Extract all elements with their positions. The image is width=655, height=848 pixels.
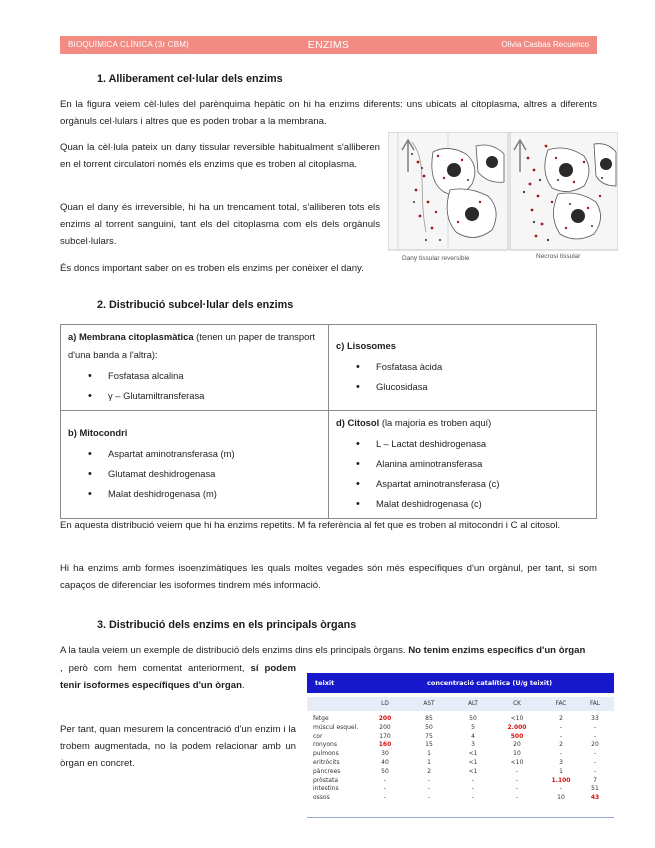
table-row xyxy=(307,768,614,777)
table-bottom-rule xyxy=(307,817,614,818)
concentration-value: - xyxy=(559,750,563,758)
figure-caption-necrosis: Necrosi tissular xyxy=(536,253,581,260)
list-item: • Alanina aminotransferasa xyxy=(336,454,589,474)
header-author: Olivia Casbas Recuenco xyxy=(501,40,589,49)
membrane-title: a) Membrana citoplasmàtica xyxy=(68,331,194,342)
tissue-name: ossos xyxy=(313,794,330,802)
cytosol-cell xyxy=(329,411,597,519)
concentration-value: 33 xyxy=(591,715,599,722)
concentration-value: - xyxy=(515,785,519,793)
concentration-value: 1 xyxy=(427,750,431,758)
table-row xyxy=(307,759,614,768)
tissue-name: pròstata xyxy=(313,776,338,784)
table-row xyxy=(307,750,614,759)
concentration-value: - xyxy=(593,767,597,775)
page-header xyxy=(60,36,597,54)
table-row xyxy=(307,741,614,750)
concentration-value: 3 xyxy=(471,741,475,749)
concentration-value: - xyxy=(383,776,387,784)
section3-p1-mid: , però com hem comentat anteriorment, xyxy=(60,663,251,674)
tissue-name: pulmons xyxy=(313,750,339,758)
concentration-value: 1 xyxy=(427,758,431,766)
section3-p1-bold2: sí podem tenir isoformes específiques d'un òrgan xyxy=(60,663,296,691)
concentration-value: <1 xyxy=(468,767,478,775)
enzyme-table-header xyxy=(307,673,614,693)
column-header: AST xyxy=(423,701,435,707)
list-item: • Glucosidasa xyxy=(336,377,589,397)
concentration-value: 50 xyxy=(469,715,477,722)
concentration-value: 1 xyxy=(559,767,563,775)
concentration-value: 170 xyxy=(379,732,391,740)
concentration-value: 43 xyxy=(590,794,600,802)
membrane-enzyme-list xyxy=(68,366,321,406)
header-concentration: concentració catalítica (U/g teixit) xyxy=(427,679,553,687)
tissue-name: pàncrees xyxy=(313,767,341,775)
concentration-value: - xyxy=(515,767,519,775)
concentration-value: 2 xyxy=(427,767,431,775)
enzyme-concentration-table xyxy=(307,673,614,821)
enzyme-column-headers xyxy=(307,697,614,711)
section1-title: 1. Alliberament cel·lular dels enzims xyxy=(97,73,283,85)
cytosol-note: (la majoria es troben aquí) xyxy=(379,417,492,428)
table-row xyxy=(307,785,614,794)
concentration-value: - xyxy=(427,794,431,802)
section3-title: 3. Distribució dels enzims en els principals òrgans xyxy=(97,619,357,631)
mitochondria-enzyme-list xyxy=(68,444,321,504)
header-tissue: teixit xyxy=(315,679,335,687)
concentration-value: 20 xyxy=(513,741,521,749)
section2-paragraph-2: Hi ha enzims amb formes isoenzimàtiques les quals moltes vegades són més específiques d'un orgànul, per tant, si som capaços de diferenciar les isoformes tindrem més informació. xyxy=(60,563,597,591)
mitochondria-cell xyxy=(61,411,329,519)
section1-paragraph-4: És doncs important saber on es troben els enzims per conèixer el dany. xyxy=(60,263,364,274)
list-item: • L – Lactat deshidrogenasa xyxy=(336,434,589,454)
header-course: BIOQUÍMICA CLÍNICA (3r CBM) xyxy=(68,40,189,49)
list-item: • Fosfatasa àcida xyxy=(336,357,589,377)
section3-p1-start: A la taula veiem un exemple de distribució dels enzims dins els principals òrgans. xyxy=(60,645,409,656)
concentration-value: - xyxy=(593,732,597,740)
concentration-value: <10 xyxy=(510,715,524,722)
concentration-value: <1 xyxy=(468,758,478,766)
tissue-name: eritròcits xyxy=(313,758,340,766)
tissue-name: intestins xyxy=(313,785,339,793)
table-row xyxy=(307,724,614,733)
concentration-value: 500 xyxy=(510,732,524,740)
concentration-value: 10 xyxy=(513,750,521,758)
concentration-value: - xyxy=(515,794,519,802)
concentration-value: 2 xyxy=(559,741,563,749)
concentration-value: - xyxy=(383,794,387,802)
column-header: LD xyxy=(381,701,389,707)
list-item: • Glutamat deshidrogenasa xyxy=(68,464,321,484)
concentration-value: 200 xyxy=(378,715,392,722)
section2-title: 2. Distribució subcel·lular dels enzims xyxy=(97,299,294,311)
concentration-value: - xyxy=(593,723,597,731)
concentration-value: 2 xyxy=(559,715,563,722)
lysosome-title: c) Lisosomes xyxy=(336,340,396,351)
concentration-value: - xyxy=(427,785,431,793)
concentration-value: <10 xyxy=(510,758,524,766)
concentration-value: 3 xyxy=(559,758,563,766)
concentration-value: - xyxy=(593,750,597,758)
concentration-value: 40 xyxy=(381,758,389,766)
tissue-name: ronyons xyxy=(313,741,337,749)
concentration-value: 4 xyxy=(471,732,475,740)
section1-paragraph-3: Quan el dany és irreversible, hi ha un trencament total, s'alliberen tots els enzims al torrent sanguini, tant els del citoplasma com els dels orgànuls subcel·lulars. xyxy=(60,202,380,247)
concentration-value: - xyxy=(471,785,475,793)
concentration-value: - xyxy=(471,776,475,784)
section3-paragraph-2: Per tant, quan mesurem la concentració d'un enzim i la trobem augmentada, no la podem relacionar amb un òrgan en concret. xyxy=(60,724,296,769)
section1-paragraph-1: En la figura veiem cèl·lules del parènquima hepàtic on hi ha enzims diferents: uns ubicats al citoplasma, altres a diferents orgànuls cel·lulars i altres que es poden trobar a la membrana. xyxy=(60,99,597,127)
concentration-value: 50 xyxy=(381,767,389,775)
concentration-value: 1.100 xyxy=(551,776,571,784)
concentration-value: 2.000 xyxy=(507,723,527,731)
concentration-value: - xyxy=(559,723,563,731)
concentration-value: 50 xyxy=(425,723,433,731)
membrane-note: (tenen un paper de transport d'una banda a l'altra): xyxy=(68,331,316,360)
cytosol-enzyme-list xyxy=(336,434,589,514)
enzyme-table-body xyxy=(307,715,614,803)
section1-paragraph-2: Quan la cèl·lula pateix un dany tissular reversible habitualment s'alliberen en el torrent circulatori només els enzims que es troben al citoplasma. xyxy=(60,142,380,170)
concentration-value: 7 xyxy=(593,776,597,784)
concentration-value: <1 xyxy=(468,750,478,758)
membrane-cell xyxy=(61,325,329,411)
column-header: ALT xyxy=(468,701,478,707)
concentration-value: 10 xyxy=(557,794,565,802)
necrosis-panel xyxy=(510,132,618,250)
list-item: • Aspartat aminotransferasa (c) xyxy=(336,474,589,494)
concentration-value: - xyxy=(593,758,597,766)
cell-damage-figure xyxy=(388,132,618,264)
concentration-value: 75 xyxy=(425,732,433,740)
concentration-value: 15 xyxy=(425,741,433,749)
column-header: FAC xyxy=(555,701,567,707)
section2-paragraph-1: En aquesta distribució veiem que hi ha enzims repetits. M fa referència al fet que es troben al mitocondri i C al citosol. xyxy=(60,520,561,531)
concentration-value: 85 xyxy=(425,715,433,722)
section3-p1-end: . xyxy=(241,679,245,691)
lysosome-enzyme-list xyxy=(336,357,589,397)
concentration-value: - xyxy=(559,732,563,740)
section3-paragraph-1 xyxy=(60,643,296,695)
section3-p1-bold: No tenim enzims específics d'un òrgan xyxy=(408,645,586,656)
concentration-value: - xyxy=(515,776,519,784)
concentration-value: - xyxy=(559,785,563,793)
concentration-value: 160 xyxy=(378,741,392,749)
reversible-damage-panel xyxy=(388,132,508,250)
concentration-value: - xyxy=(383,785,387,793)
table-row xyxy=(307,715,614,724)
list-item: • Aspartat aminotransferasa (m) xyxy=(68,444,321,464)
tissue-name: múscul esquel. xyxy=(313,723,359,731)
concentration-value: - xyxy=(471,794,475,802)
list-item: • Malat deshidrogenasa (m) xyxy=(68,484,321,504)
tissue-name: cor xyxy=(313,732,323,740)
mitochondria-title: b) Mitocondri xyxy=(68,427,128,438)
tissue-name: fetge xyxy=(313,715,329,722)
list-item: • Fosfatasa alcalina xyxy=(68,366,321,386)
table-row xyxy=(307,733,614,742)
concentration-value: 51 xyxy=(591,785,599,793)
list-item: • Malat deshidrogenasa (c) xyxy=(336,494,589,514)
table-row xyxy=(307,794,614,803)
header-topic: ENZIMS xyxy=(307,38,350,51)
concentration-value: 30 xyxy=(381,750,389,758)
column-header: CK xyxy=(513,701,521,707)
concentration-value: - xyxy=(427,776,431,784)
concentration-value: 200 xyxy=(379,723,391,731)
column-header: FAL xyxy=(590,701,600,707)
list-item: • γ – Glutamiltransferasa xyxy=(68,386,321,406)
figure-caption-reversible: Dany tissular reversible xyxy=(402,255,470,262)
concentration-value: 5 xyxy=(471,723,475,731)
cytosol-title: d) Citosol xyxy=(336,417,380,428)
subcellular-distribution-table xyxy=(60,324,597,519)
table-row xyxy=(307,777,614,786)
concentration-value: 20 xyxy=(591,741,599,749)
lysosome-cell xyxy=(329,325,597,411)
